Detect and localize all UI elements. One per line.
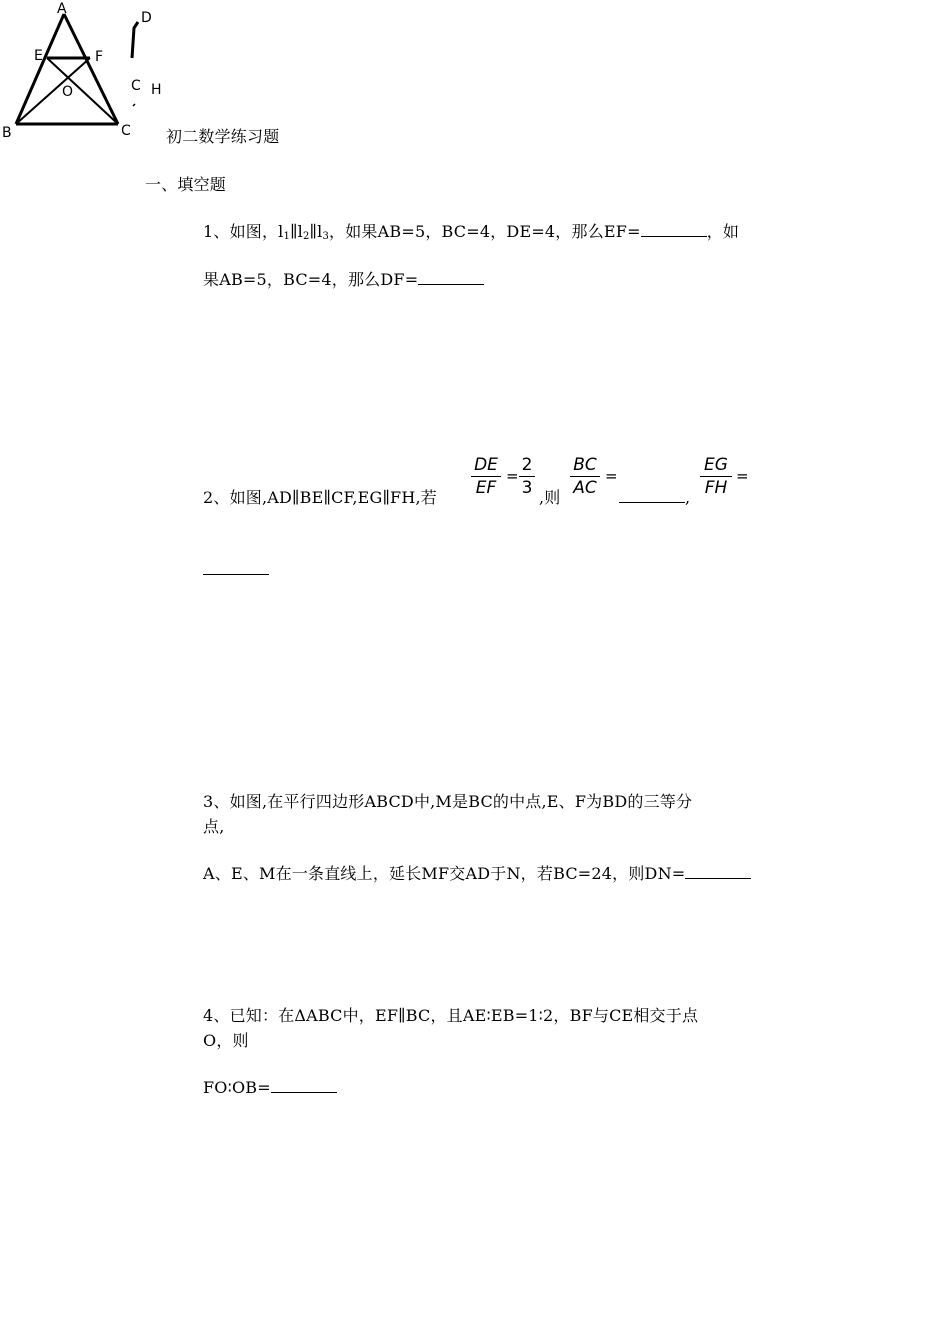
- question-3-line-1: 3、如图,在平行四边形ABCD中,M是BC的中点,E、F为BD的三等分: [203, 792, 693, 811]
- q1-text-d: ，如果AB=5，BC=4，DE=4，那么EF=: [329, 222, 641, 241]
- question-3-line-3: [203, 864, 751, 884]
- q1-sub-2: 2: [302, 231, 310, 242]
- fraction-2-3-bar: [519, 476, 535, 477]
- triangle-figure: [0, 0, 180, 145]
- q1-sub-3: 3: [322, 231, 330, 242]
- fraction-2-3-denominator: 3: [521, 478, 533, 498]
- fraction-de-ef: [471, 455, 501, 498]
- question-4-line-1: 4、已知：在ΔABC中，EF∥BC，且AE∶EB=1∶2，BF与CE相交于点: [203, 1006, 699, 1025]
- question-4-line-2: O，则: [203, 1031, 249, 1050]
- q1-text-line2: 果AB=5，BC=4，那么DF=: [203, 270, 419, 289]
- fraction-eg-fh: [700, 455, 732, 498]
- label-a: A: [57, 1, 67, 17]
- q1-text-c: ∥l: [309, 222, 323, 241]
- fraction-bc-ac-denominator: AC: [573, 478, 597, 498]
- fraction-eg-fh-numerator: EG: [704, 455, 728, 475]
- fraction-eg-fh-denominator: FH: [704, 478, 728, 498]
- question-2-comma: ,: [685, 488, 691, 507]
- label-f: F: [95, 49, 104, 65]
- answer-blank-dn[interactable]: [685, 864, 751, 879]
- q1-text-b: ∥l: [290, 222, 303, 241]
- label-h: H: [151, 82, 162, 98]
- label-c2: C: [131, 78, 141, 94]
- fraction-de-ef-denominator: EF: [475, 478, 497, 498]
- question-1-line-2: [203, 270, 484, 290]
- fraction-eg-fh-bar: [700, 476, 732, 477]
- label-c: C: [121, 123, 131, 139]
- line-fragment-d: [132, 22, 138, 58]
- equals-sign-3: =: [736, 467, 749, 485]
- answer-blank-df[interactable]: [418, 270, 484, 285]
- label-b: B: [2, 125, 12, 141]
- question-2-line-2: [203, 560, 269, 580]
- answer-blank-fo-ob[interactable]: [271, 1078, 337, 1093]
- page-title: 初二数学练习题: [166, 127, 280, 146]
- answer-blank-eg-fh[interactable]: [203, 560, 269, 575]
- question-1-line-1: [203, 222, 739, 242]
- segment-ce: [47, 58, 118, 124]
- fraction-2-3: [519, 455, 535, 498]
- q1-sub-1: 1: [283, 231, 291, 242]
- label-e: E: [34, 48, 43, 64]
- label-o: O: [62, 84, 74, 100]
- q3-text-line3: A、E、M在一条直线上，延长MF交AD于N，若BC=24，则DN=: [203, 864, 686, 883]
- question-3-line-2: 点,: [203, 817, 225, 836]
- question-2-blank-line: [619, 488, 690, 508]
- fraction-bc-ac: [570, 455, 600, 498]
- fraction-de-ef-numerator: DE: [474, 455, 498, 475]
- section-heading: 一、填空题: [145, 175, 227, 194]
- side-ab: [16, 14, 64, 124]
- label-d: D: [141, 10, 152, 26]
- segment-bf: [16, 58, 90, 124]
- fraction-bc-ac-bar: [570, 476, 600, 477]
- q4-text-line3: FO∶OB=: [203, 1078, 271, 1097]
- q1-text-e: ，如: [706, 222, 740, 241]
- q1-text-a: 1、如图，l: [203, 222, 284, 241]
- question-2-prefix: 2、如图,AD∥BE∥CF,EG∥FH,若: [203, 488, 437, 507]
- side-ac: [64, 14, 118, 124]
- answer-blank-bc-ac[interactable]: [619, 488, 685, 503]
- question-2-then: ,则: [539, 488, 561, 507]
- equals-sign-1: =: [506, 467, 519, 485]
- equals-sign-2: =: [605, 467, 618, 485]
- fraction-bc-ac-numerator: BC: [573, 455, 597, 475]
- question-4-line-3: [203, 1078, 337, 1098]
- answer-blank-ef[interactable]: [641, 222, 707, 237]
- fraction-2-3-numerator: 2: [521, 455, 533, 475]
- fraction-de-ef-bar: [471, 476, 501, 477]
- line-fragment-c: [133, 104, 135, 106]
